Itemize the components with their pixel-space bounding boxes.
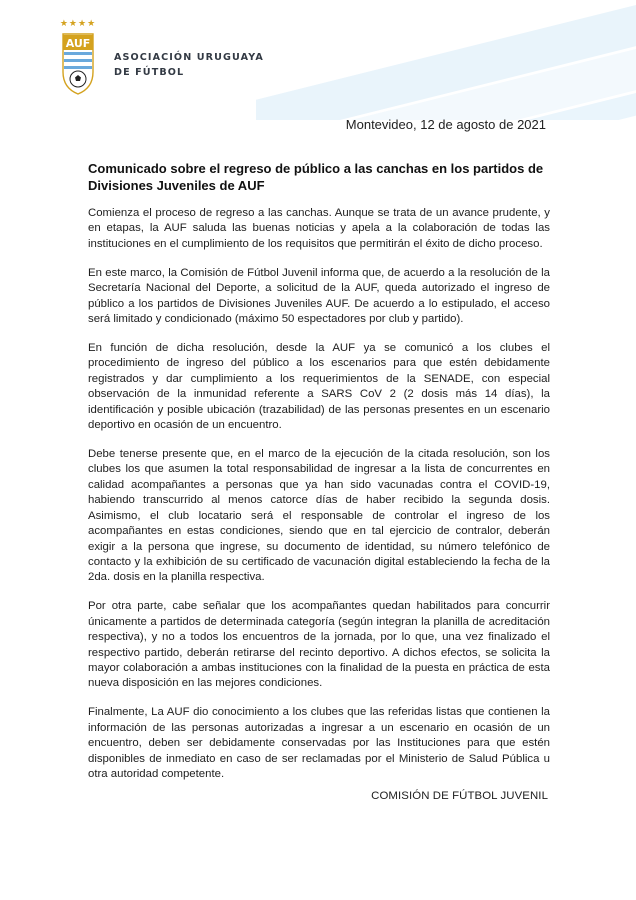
logo-text: AUF [65,37,91,50]
document-body [88,206,550,796]
body-paragraph: Por otra parte, cabe señalar que los acompañantes quedan habilitados para concurrir únicamente a partidos de determinada categoría (según integran la planilla de acreditación respectiva), y no a todos los encuentros de la jornada, por lo que, una vez finalizado el respectivo partido, deberán retirarse del recinto deportivo. A dichos efectos, se solicita la mayor colaboración a ambas instituciones con la finalidad de la puesta en práctica de esta nueva disposición en las mejores condiciones. [88,600,550,690]
body-paragraph: Finalmente, La AUF dio conocimiento a los clubes que las referidas listas que contienen la información de las personas autorizadas a ingresar a un escenario en ocasión de un encuentro, deben ser debidamente conservadas por las Instituciones para que estén disponibles de inmediato en caso de ser reclamadas por el Ministerio de Salud Pública u otra autoridad competente. [88,706,550,780]
organization-name-line2: DE FÚTBOL [114,67,185,78]
decorative-stripes [256,0,636,120]
body-paragraph: Comienza el proceso de regreso a las canchas. Aunque se trata de un avance prudente, y en etapas, la AUF saluda las buenas noticias y apela a la colaboración de todas las instituciones en el cumplimiento de los requisitos que permitirán el éxito de dicho proceso. [88,207,550,250]
signature: COMISIÓN DE FÚTBOL JUVENIL [371,790,548,802]
auf-logo [58,18,98,102]
body-paragraph: Debe tenerse presente que, en el marco de la ejecución de la citada resolución, son los clubes los que asumen la total responsabilidad de ingresar a la lista de concurrentes en calidad acompañantes a personas que ya han sido vacunadas contra el COVID-19, habiendo transcurrido al menos catorce días de haber recibido la segunda dosis. Asimismo, el club locatario será el responsable de controlar el ingreso de los acompañantes en estas condiciones, siendo que en tal ejercicio de contralor, deberán exigir a la persona que ingrese, su documento de identidad, su número telefónico de contacto y la exhibición de su certificado de vacunación digital estableciendo la fecha de la 2da. dosis en la planilla respectiva. [88,448,550,584]
document-title: Comunicado sobre el regreso de público a las canchas en los partidos de Divisiones Juveniles de AUF [88,161,544,193]
stars-icon: ★★★★ [59,18,97,28]
document-date: Montevideo, 12 de agosto de 2021 [345,117,546,132]
body-paragraph: En función de dicha resolución, desde la AUF ya se comunicó a los clubes el procedimiento de ingreso del público a los escenarios para que estén debidamente registrados y dar cumplimiento a los requerimientos de la SENADE, con especial observación de la inmunidad referente a SARS CoV 2 (2 dosis más 14 días), la identificación y posible ubicación (trazabilidad) de las personas presentes en un escenario deportivo en ocasión de un encuentro. [88,342,550,432]
organization-name-line1: ASOCIACIÓN URUGUAYA [114,52,264,63]
organization-name [114,50,264,80]
auf-crest-icon [61,32,95,96]
body-paragraph: En este marco, la Comisión de Fútbol Juvenil informa que, de acuerdo a la resolución de la Secretaría Nacional del Deporte, a solicitud de la AUF, queda autorizado el ingreso de público a los partidos de Divisiones Juveniles AUF. De acuerdo a lo estipulado, el acceso será limitado y condicionado (máximo 50 espectadores por club y partido). [88,266,550,326]
